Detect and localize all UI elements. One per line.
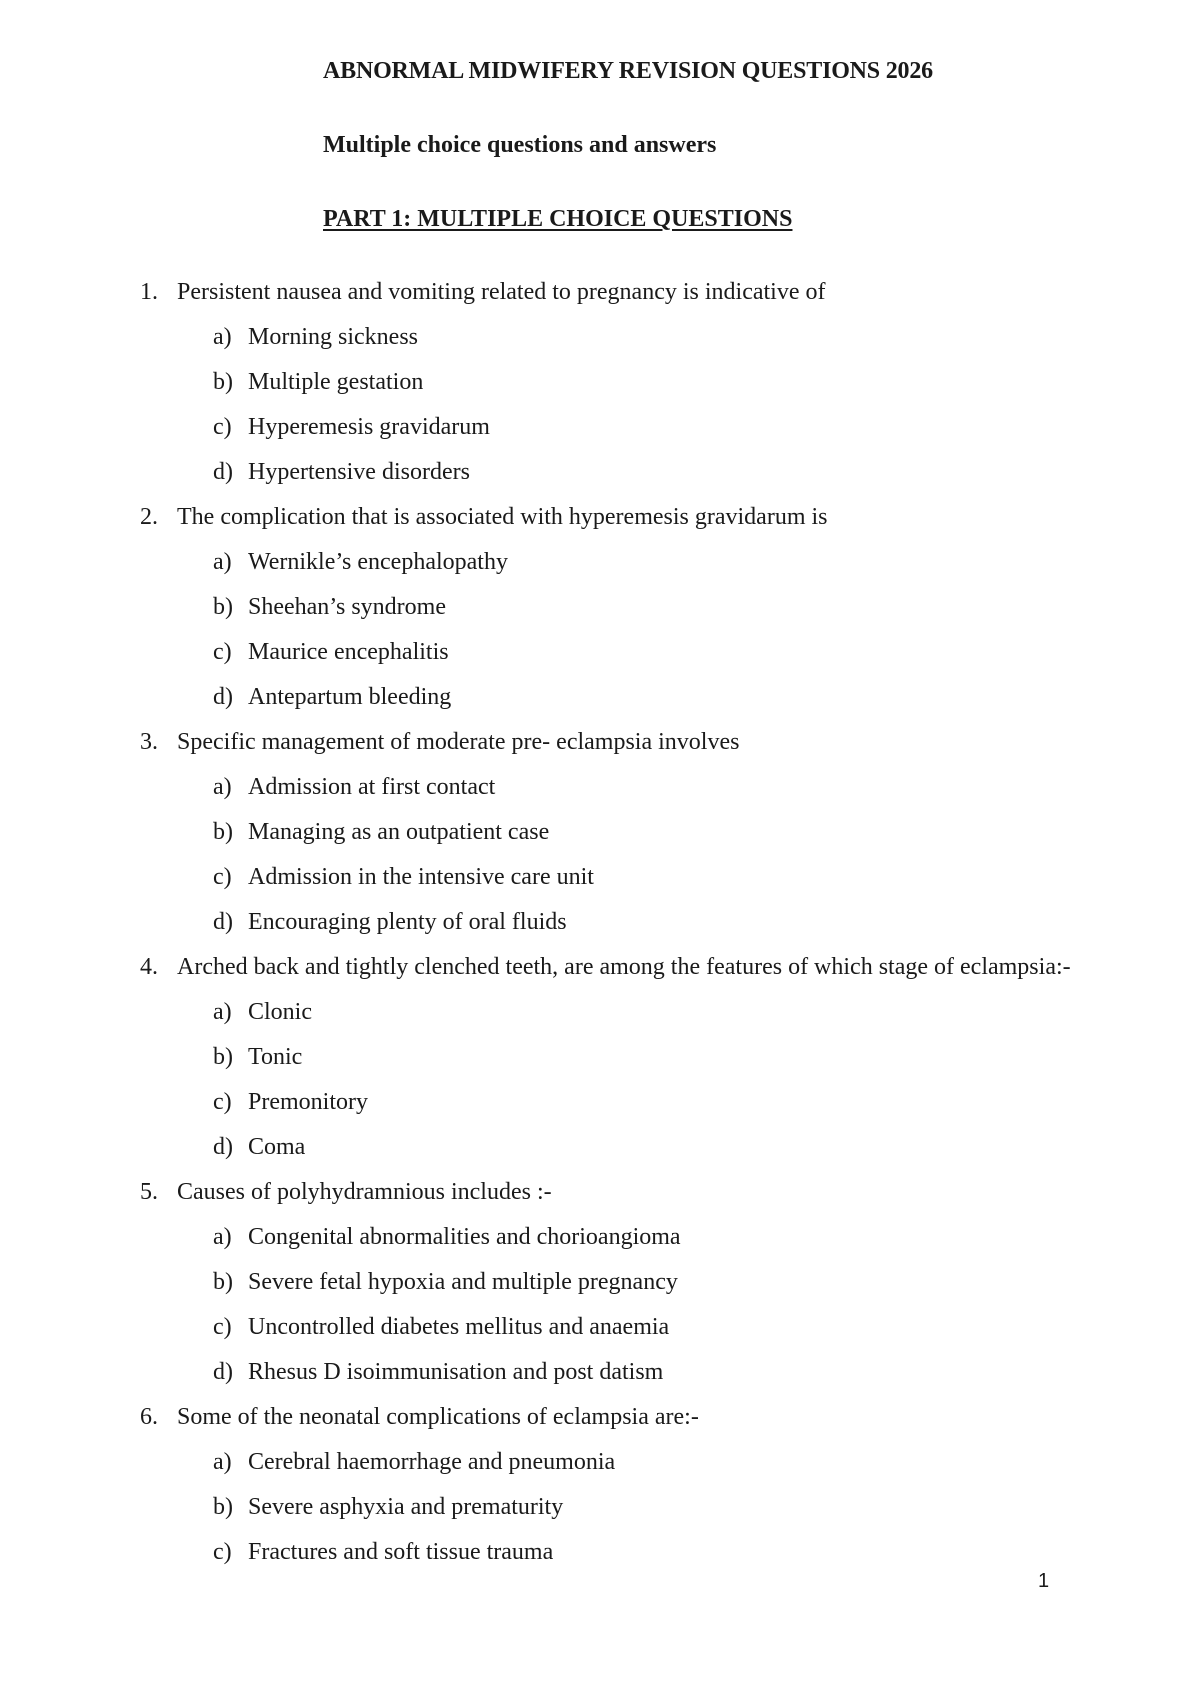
question-text: Causes of polyhydramnious includes :- (177, 1179, 552, 1205)
answer-option (140, 1440, 1100, 1485)
question-text: The complication that is associated with hyperemesis gravidarum is (177, 504, 828, 530)
answer-options (140, 540, 1100, 720)
answer-option (140, 450, 1100, 495)
answer-option (140, 1215, 1100, 1260)
question-list (140, 270, 1100, 1575)
option-letter: b) (213, 1494, 233, 1520)
answer-options (140, 1440, 1100, 1575)
answer-option (140, 765, 1100, 810)
part-heading: PART 1: MULTIPLE CHOICE QUESTIONS (323, 206, 793, 232)
question-number: 3. (140, 729, 158, 755)
question-stem (140, 1170, 1100, 1215)
question-number: 2. (140, 504, 158, 530)
question-item (140, 270, 1100, 495)
option-letter: a) (213, 1224, 232, 1250)
answer-option (140, 1530, 1100, 1575)
answer-option (140, 900, 1100, 945)
option-letter: b) (213, 819, 233, 845)
question-item (140, 720, 1100, 945)
question-text: Arched back and tightly clenched teeth, are among the features of which stage of eclampsia:- (177, 954, 1071, 980)
option-letter: c) (213, 1089, 232, 1115)
option-letter: b) (213, 1269, 233, 1295)
option-letter: c) (213, 1314, 232, 1340)
question-stem (140, 945, 1100, 990)
question-item (140, 495, 1100, 720)
option-text: Admission in the intensive care unit (248, 864, 594, 890)
option-letter: d) (213, 684, 233, 710)
question-item (140, 1170, 1100, 1395)
option-text: Coma (248, 1134, 306, 1160)
option-letter: b) (213, 1044, 233, 1070)
answer-option (140, 630, 1100, 675)
option-letter: a) (213, 999, 232, 1025)
answer-options (140, 1215, 1100, 1395)
option-text: Tonic (248, 1044, 303, 1070)
answer-option (140, 1485, 1100, 1530)
option-text: Wernikle’s encephalopathy (248, 549, 508, 575)
option-text: Maurice encephalitis (248, 639, 449, 665)
option-letter: d) (213, 909, 233, 935)
option-letter: c) (213, 639, 232, 665)
option-letter: c) (213, 864, 232, 890)
question-stem (140, 270, 1100, 315)
answer-option (140, 315, 1100, 360)
answer-options (140, 990, 1100, 1170)
option-text: Morning sickness (248, 324, 418, 350)
answer-option (140, 1260, 1100, 1305)
option-text: Fractures and soft tissue trauma (248, 1539, 554, 1565)
answer-option (140, 855, 1100, 900)
answer-options (140, 315, 1100, 495)
question-text: Persistent nausea and vomiting related to pregnancy is indicative of (177, 279, 826, 305)
option-text: Admission at first contact (248, 774, 496, 800)
answer-option (140, 1305, 1100, 1350)
option-text: Cerebral haemorrhage and pneumonia (248, 1449, 616, 1475)
document-subtitle: Multiple choice questions and answers (323, 132, 717, 158)
option-text: Severe asphyxia and prematurity (248, 1494, 564, 1520)
answer-options (140, 765, 1100, 945)
option-text: Antepartum bleeding (248, 684, 452, 710)
question-stem (140, 1395, 1100, 1440)
document-title: ABNORMAL MIDWIFERY REVISION QUESTIONS 2026 (323, 58, 933, 84)
question-stem (140, 720, 1100, 765)
answer-option (140, 1035, 1100, 1080)
answer-option (140, 675, 1100, 720)
option-letter: a) (213, 549, 232, 575)
option-letter: a) (213, 1449, 232, 1475)
option-text: Congenital abnormalities and chorioangioma (248, 1224, 681, 1250)
option-letter: b) (213, 369, 233, 395)
option-letter: a) (213, 774, 232, 800)
option-letter: d) (213, 459, 233, 485)
option-text: Premonitory (248, 1089, 368, 1115)
question-number: 5. (140, 1179, 158, 1205)
answer-option (140, 360, 1100, 405)
option-text: Rhesus D isoimmunisation and post datism (248, 1359, 664, 1385)
question-number: 4. (140, 954, 158, 980)
question-number: 1. (140, 279, 158, 305)
option-letter: c) (213, 414, 232, 440)
option-text: Sheehan’s syndrome (248, 594, 446, 620)
answer-option (140, 1125, 1100, 1170)
option-text: Hypertensive disorders (248, 459, 470, 485)
option-letter: d) (213, 1359, 233, 1385)
question-item (140, 945, 1100, 1170)
option-text: Clonic (248, 999, 312, 1025)
option-letter: d) (213, 1134, 233, 1160)
answer-option (140, 540, 1100, 585)
option-text: Severe fetal hypoxia and multiple pregnancy (248, 1269, 678, 1295)
question-text: Specific management of moderate pre- eclampsia involves (177, 729, 740, 755)
option-text: Uncontrolled diabetes mellitus and anaemia (248, 1314, 670, 1340)
answer-option (140, 1080, 1100, 1125)
option-letter: b) (213, 594, 233, 620)
option-text: Managing as an outpatient case (248, 819, 550, 845)
answer-option (140, 585, 1100, 630)
option-letter: a) (213, 324, 232, 350)
question-item (140, 1395, 1100, 1575)
answer-option (140, 810, 1100, 855)
option-letter: c) (213, 1539, 232, 1565)
answer-option (140, 990, 1100, 1035)
option-text: Encouraging plenty of oral fluids (248, 909, 567, 935)
answer-option (140, 405, 1100, 450)
option-text: Multiple gestation (248, 369, 424, 395)
option-text: Hyperemesis gravidarum (248, 414, 490, 440)
page-number: 1 (1038, 1570, 1050, 1592)
answer-option (140, 1350, 1100, 1395)
question-stem (140, 495, 1100, 540)
question-text: Some of the neonatal complications of eclampsia are:- (177, 1404, 699, 1430)
question-number: 6. (140, 1404, 158, 1430)
